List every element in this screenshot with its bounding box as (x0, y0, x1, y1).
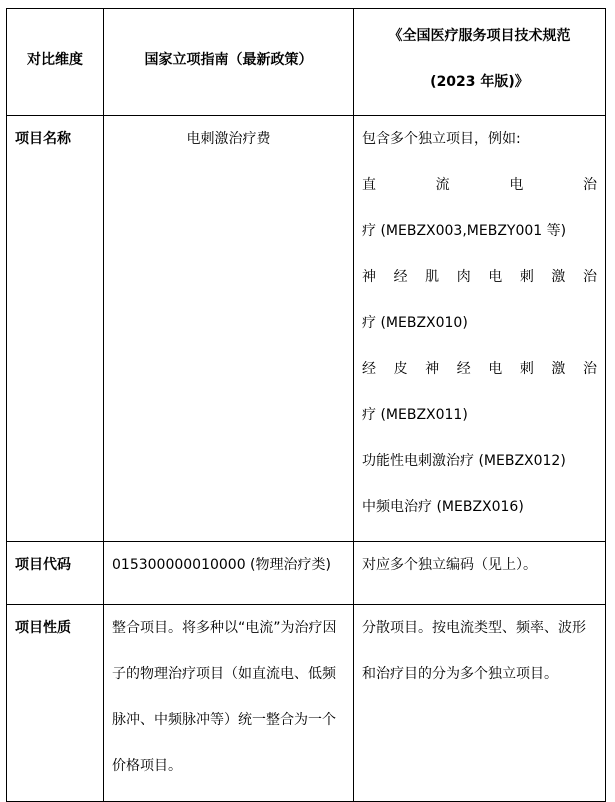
spec-project-name (354, 116, 606, 542)
spec-project-name-line: 疗 (MEBZX003,MEBZY001 等) (362, 223, 567, 239)
header-technical-spec (354, 9, 606, 116)
spec-project-name-line: 中频电治疗 (MEBZX016) (362, 499, 524, 515)
comparison-table (6, 8, 606, 802)
national-project-code: 015300000010000 (物理治疗类) (104, 542, 354, 605)
spec-project-name-line: 直 流 电 治 (362, 177, 597, 193)
row-label-project-nature: 项目性质 (7, 605, 104, 802)
spec-project-code: 对应多个独立编码（见上）。 (354, 542, 606, 605)
spec-project-name-line: 疗 (MEBZX010) (362, 315, 468, 331)
spec-project-name-line: 经 皮 神 经 电 刺 激 治 (362, 361, 597, 377)
row-label-project-name: 项目名称 (7, 116, 104, 542)
spec-project-nature: 分散项目。按电流类型、频率、波形和治疗目的分为多个独立项目。 (354, 605, 606, 802)
header-dimension: 对比维度 (7, 9, 104, 116)
table-row (7, 542, 606, 605)
header-technical-spec-line2: (2023 年版)》 (430, 74, 529, 90)
spec-project-name-line: 疗 (MEBZX011) (362, 407, 468, 423)
spec-project-name-line: 功能性电刺激治疗 (MEBZX012) (362, 453, 566, 469)
table-row (7, 605, 606, 802)
national-project-nature: 整合项目。将多种以“电流”为治疗因子的物理治疗项目（如直流电、低频脉冲、中频脉冲等）统一整合为一个价格项目。 (104, 605, 354, 802)
table-header-row (7, 9, 606, 116)
row-label-project-code: 项目代码 (7, 542, 104, 605)
header-technical-spec-line1: 《全国医疗服务项目技术规范 (388, 28, 571, 44)
spec-project-name-line: 包含多个独立项目，例如: (362, 131, 521, 147)
table-row (7, 116, 606, 542)
spec-project-name-lines (362, 116, 597, 530)
spec-project-name-line: 神 经 肌 肉 电 刺 激 治 (362, 269, 597, 285)
national-project-name: 电刺激治疗费 (104, 116, 354, 542)
header-national-guide: 国家立项指南（最新政策） (104, 9, 354, 116)
